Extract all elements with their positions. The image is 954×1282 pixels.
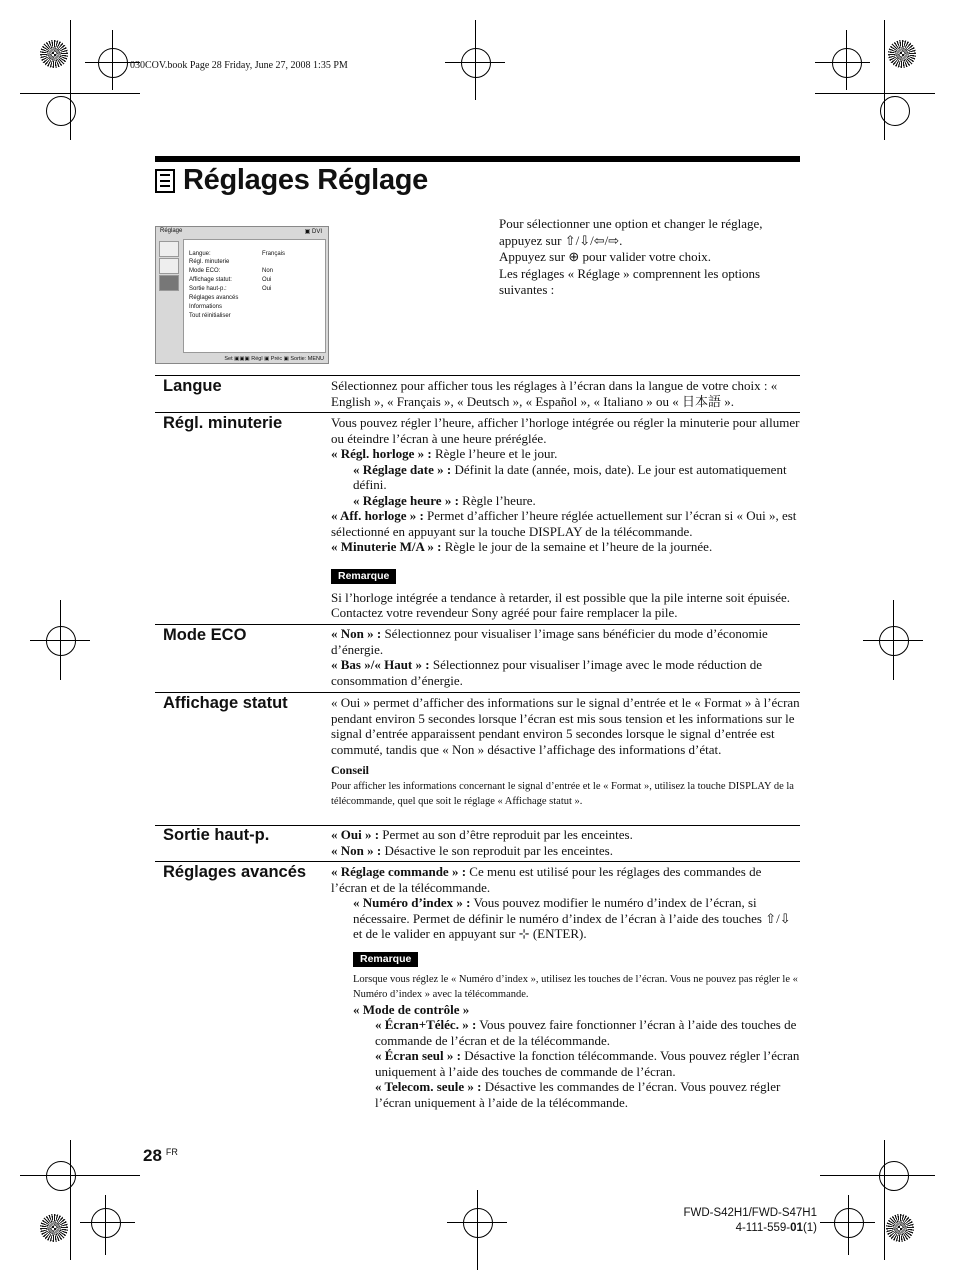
section-title-sortie: Sortie haut-p. xyxy=(163,826,270,844)
osd-screen-illustration xyxy=(155,226,329,364)
registration-crosshair-icon xyxy=(98,48,128,78)
body-text: Vous pouvez régler l’heure, afficher l’horloge intégrée ou régler la minuterie pour allumer ou éteindre l’écran à une heure préréglée. xyxy=(331,415,800,446)
intro-text xyxy=(499,216,799,299)
registration-rosette-icon xyxy=(40,40,68,68)
osd-tab-screen-icon xyxy=(159,258,179,274)
conseil-label: Conseil xyxy=(331,763,370,777)
page-title-text: Réglages Réglage xyxy=(183,164,429,196)
osd-item: Langue: xyxy=(189,251,211,257)
osd-item-value: Oui xyxy=(262,277,272,283)
page-title xyxy=(155,164,428,197)
section-divider xyxy=(155,861,800,862)
intro-line: Pour sélectionner une option et changer le réglage, appuyez sur ⇧/⇩/⇦/⇨. xyxy=(499,216,763,248)
osd-input: ▣ DVI xyxy=(304,229,322,235)
section-title-statut: Affichage statut xyxy=(163,694,288,712)
osd-tab-picture-icon xyxy=(159,241,179,257)
osd-item-value: Français xyxy=(262,251,286,257)
section-title-minuterie: Régl. minuterie xyxy=(163,414,283,432)
body-text: Sélectionnez pour afficher tous les réglages à l’écran dans la langue de votre choix : « English », « Français », « Deutsch », « Español », « Italiano » ou « 日本語 ». xyxy=(331,378,778,409)
osd-tab-setup-icon xyxy=(159,275,179,291)
registration-crosshair-icon xyxy=(880,96,910,126)
registration-rosette-icon xyxy=(888,40,916,68)
model-info xyxy=(600,1206,817,1236)
section-body-eco: « Non » : Sélectionnez pour visualiser l’image sans bénéficier du mode d’économie d’énergie. « Bas »/« Haut » : Sélectionnez pour visualiser l’image avec le mode réduction de consommation d’énergie. xyxy=(331,626,768,688)
intro-line: Appuyez sur ⊕ pour valider votre choix. xyxy=(499,249,711,264)
registration-crosshair-icon xyxy=(879,1161,909,1191)
settings-list-icon xyxy=(155,169,175,193)
section-divider xyxy=(155,375,800,376)
remarque-badge: Remarque xyxy=(353,952,418,967)
registration-crosshair-icon xyxy=(832,48,862,78)
note-text: Si l’horloge intégrée a tendance à retarder, il est possible que la pile interne soit épuisée. Contactez votre revendeur Sony agréé pour faire remplacer la pile. xyxy=(331,589,791,620)
section-divider xyxy=(155,692,800,693)
intro-line: Les réglages « Réglage » comprennent les options suivantes : xyxy=(499,265,761,297)
osd-title: Réglage xyxy=(160,228,183,234)
book-info-line: 030COV.book Page 28 Friday, June 27, 2008 1:35 PM xyxy=(130,60,348,71)
registration-crosshair-icon xyxy=(879,626,909,656)
tip-text: Pour afficher les informations concernant le signal d’entrée et le « Format », utilisez la touche DISPLAY de la télécommande, quel que soit le réglage « Affichage statut ». xyxy=(331,780,794,807)
osd-item: Mode ECO: xyxy=(189,268,221,274)
registration-crosshair-icon xyxy=(46,96,76,126)
section-divider xyxy=(155,624,800,625)
osd-menu-panel xyxy=(183,239,326,353)
osd-item: Tout réinitialiser xyxy=(189,313,231,319)
page-number: 28 $^{FR}$ xyxy=(143,1146,178,1165)
remarque-badge: Remarque xyxy=(331,569,396,584)
registration-crosshair-icon xyxy=(463,1208,493,1238)
section-body-statut xyxy=(331,695,800,809)
osd-item-value: Non xyxy=(262,268,274,274)
section-title-avances: Réglages avancés xyxy=(163,863,307,881)
osd-footer: Set ▣▣▣ Régl ▣ Préc ▣ Sortie: MENU xyxy=(224,356,324,362)
section-body-sortie: « Oui » : Permet au son d’être reproduit par les enceintes. « Non » : Désactive le son reproduit par les enceintes. xyxy=(331,827,633,858)
document-code: 4-111-559-01(1) xyxy=(735,1222,817,1234)
registration-rosette-icon xyxy=(40,1214,68,1242)
registration-crosshair-icon xyxy=(91,1208,121,1238)
registration-crosshair-icon xyxy=(461,48,491,78)
section-title-eco: Mode ECO xyxy=(163,626,247,644)
title-rule xyxy=(155,156,800,162)
osd-item-value: Oui xyxy=(262,286,272,292)
section-body-langue xyxy=(331,378,800,409)
section-title-langue: Langue xyxy=(163,377,222,395)
osd-item: Régl. minuterie xyxy=(189,259,230,265)
section-body-minuterie: Vous pouvez régler l’heure, afficher l’horloge intégrée ou régler la minuterie pour allumer ou éteindre l’écran à une heure préréglée. « Régl. horloge » : Règle l’heure et le jour. « Réglage date » : Définit la date (année, mois, date). Le jour est automatiquement défini. « Réglage heure » : Règle l’heure. « Aff. horloge » : Permet d’afficher l’heure réglée actuellement sur l’écran si « Oui », est sélectionné en appuyant sur la touche DISPLAY de la télécommande. « Minuterie M/A » : Règle le jour de la semaine et l’heure de la journée. Remarque Si l’horloge intégrée a tendance à retarder, il est possible que la pile interne soit épuisée. Contactez votre revendeur Sony agréé pour faire remplacer la pile. xyxy=(331,415,800,620)
body-text: « Oui » permet d’afficher des informations sur le signal d’entrée et le « Format » à l’écran pendant environ 5 secondes lorsque l’écran est mis sous tension et les informations sur le signal d’entrée apparaissent pendant environ 5 secondes lorsque le signal d’entrée est commuté, tandis que « Non » désactive l’affichage des informations d’état. xyxy=(331,695,800,757)
note-text: Lorsque vous réglez le « Numéro d’index », utilisez les touches de l’écran. Vous ne pouvez pas régler le « Numéro d’index » avec la télécommande. xyxy=(353,973,798,1000)
section-body-avances: « Réglage commande » : Ce menu est utilisé pour les réglages des commandes de l’écran et de la télécommande. « Numéro d’index » : Vous pouvez modifier le numéro d’index de l’écran, si nécessaire. Permet de définir le numéro d’index de l’écran à l’aide des touches ⇧/⇩ et de le valider en appuyant sur ⊹ (ENTER). Remarque Lorsque vous réglez le « Numéro d’index », utilisez les touches de l’écran. Vous ne pouvez pas régler le « Numéro d’index » avec la télécommande. « Mode de contrôle » « Écran+Téléc. » : Vous pouvez faire fonctionner l’écran à l’aide des touches de commande de l’écran et de la télécommande. « Écran seul » : Désactive la fonction télécommande. Vous pouvez régler l’écran uniquement à l’aide des touches de commande de l’écran. « Telecom. seule » : Désactive les commandes de l’écran. Vous pouvez régler l’écran uniquement à l’aide de la télécommande. xyxy=(331,864,800,1110)
osd-item: Affichage statut: xyxy=(189,277,232,283)
osd-item: Sortie haut-p.: xyxy=(189,286,227,292)
section-divider xyxy=(155,412,800,413)
model-number: FWD-S42H1/FWD-S47H1 xyxy=(683,1207,817,1219)
registration-crosshair-icon xyxy=(834,1208,864,1238)
registration-rosette-icon xyxy=(886,1214,914,1242)
osd-item: Réglages avancés xyxy=(189,295,239,301)
registration-crosshair-icon xyxy=(46,626,76,656)
registration-crosshair-icon xyxy=(46,1161,76,1191)
osd-item: Informations xyxy=(189,304,223,310)
